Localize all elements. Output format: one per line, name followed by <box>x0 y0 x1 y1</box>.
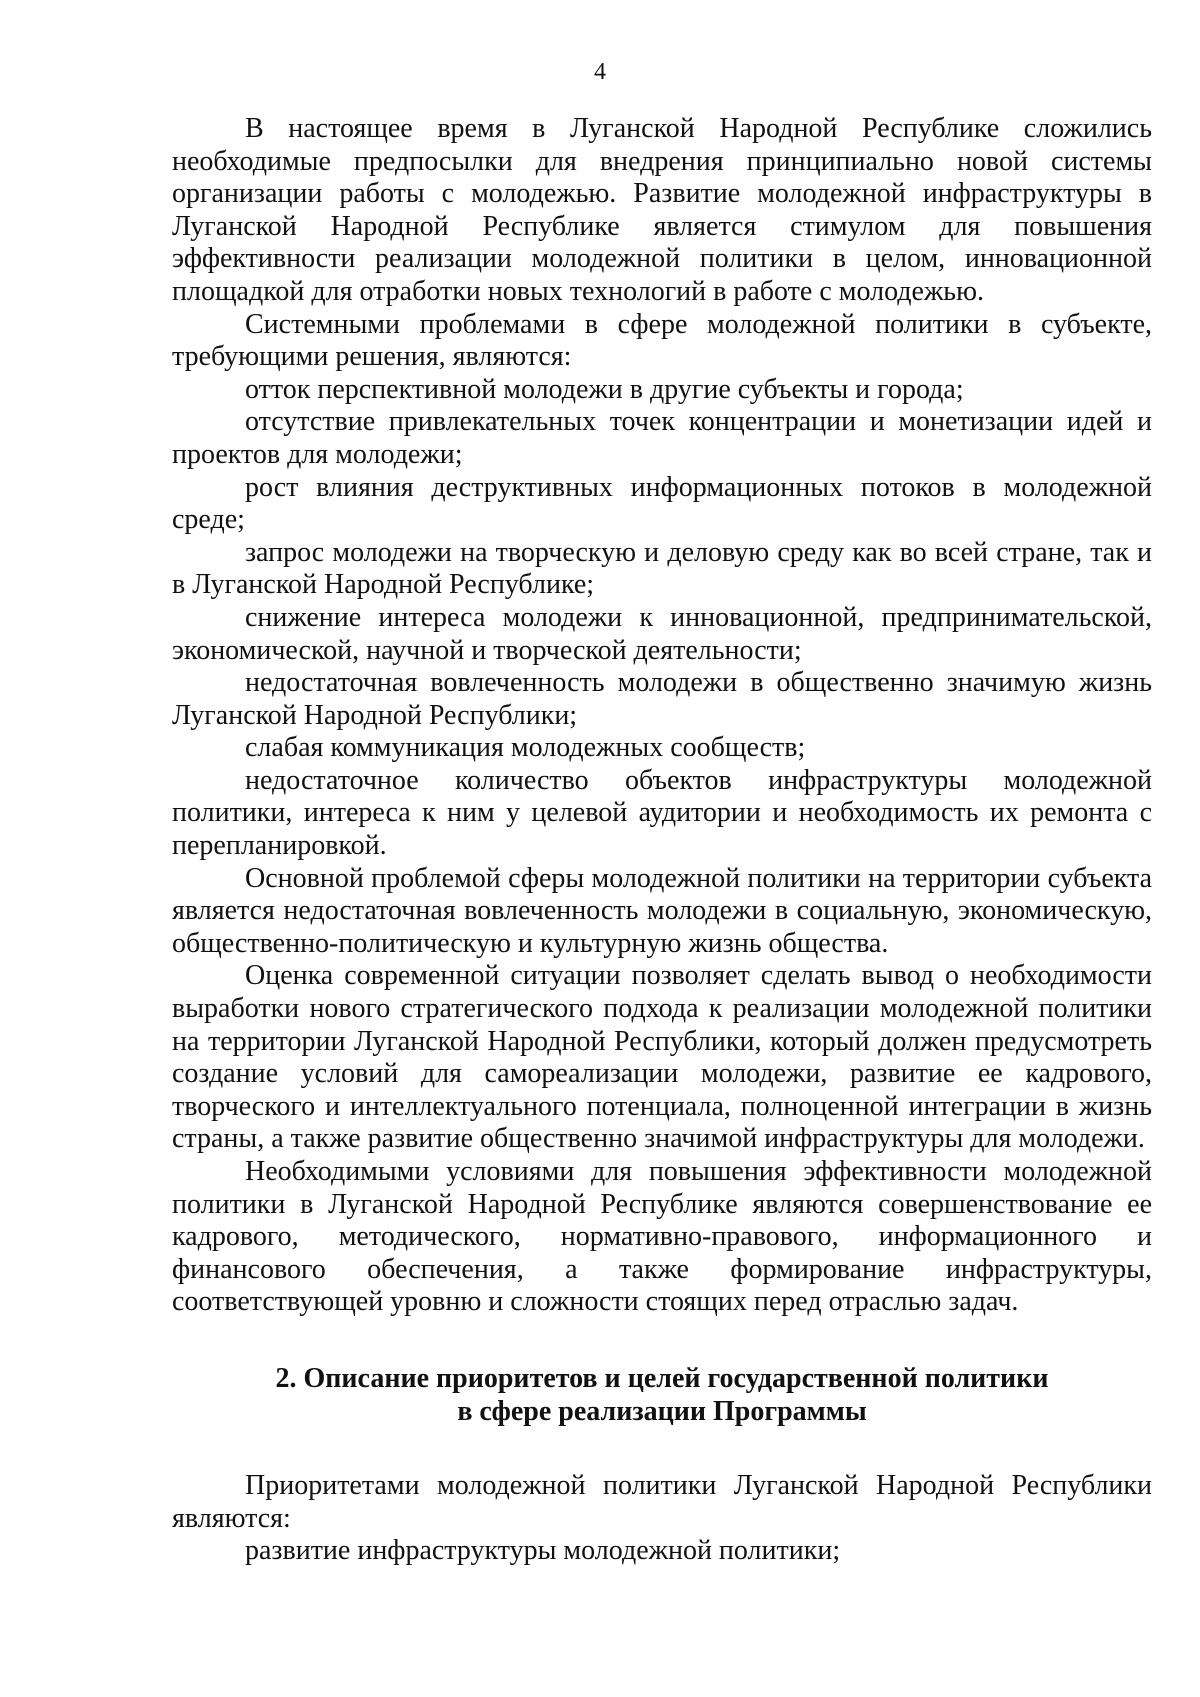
list-item: недостаточная вовлеченность молодежи в общественно значимую жизнь Луганской Народной Республики; <box>172 667 1152 731</box>
page-number: 4 <box>594 59 606 85</box>
section-heading <box>172 1362 1152 1428</box>
paragraph: Необходимыми условиями для повышения эффективности молодежной политики в Луганской Народной Республике являются совершенствование ее кадрового, методического, нормативно-правового, информационного и финансового обеспечения, а также формирование инфраструктуры, соответствующей уровню и сложности стоящих перед отраслью задач. <box>172 1156 1152 1318</box>
list-item: запрос молодежи на творческую и деловую среду как во всей стране, так и в Луганской Народной Республике; <box>172 536 1152 601</box>
paragraph: Приоритетами молодежной политики Луганской Народной Республики являются: <box>172 1469 1152 1534</box>
list-item: отсутствие привлекательных точек концентрации и монетизации идей и проектов для молодежи; <box>172 406 1152 470</box>
list-item: развитие инфраструктуры молодежной политики; <box>245 1535 841 1567</box>
paragraph: Системными проблемами в сфере молодежной политики в субъекте, требующими решения, являются: <box>172 308 1152 373</box>
paragraph: Оценка современной ситуации позволяет сделать вывод о необходимости выработки нового стратегического подхода к реализации молодежной политики на территории Луганской Народной Республики, который должен предусмотреть создание условий для самореализации молодежи, развитие ее кадрового, творческого и интеллектуального потенциала, полноценной интеграции в жизнь страны, а также развитие общественно значимой инфраструктуры для молодежи. <box>172 960 1152 1155</box>
section-heading-line: в сфере реализации Программы <box>457 1395 867 1427</box>
list-item: рост влияния деструктивных информационных потоков в молодежной среде; <box>172 471 1152 536</box>
list-item: слабая коммуникация молодежных сообществ; <box>245 732 806 764</box>
document-body <box>172 113 1152 1568</box>
paragraph: Основной проблемой сферы молодежной политики на территории субъекта является недостаточная вовлеченность молодежи в социальную, экономическую, общественно-политическую и культурную жизнь общества. <box>172 862 1152 959</box>
section-heading-line: 2. Описание приоритетов и целей государственной политики <box>275 1362 1049 1394</box>
list-item: отток перспективной молодежи в другие субъекты и города; <box>245 373 964 405</box>
paragraph: В настоящее время в Луганской Народной Республике сложились необходимые предпосылки для внедрения принципиально новой системы организации работы с молодежью. Развитие молодежной инфраструктуры в Луганской Народной Республике является стимулом для повышения эффективности реализации молодежной политики в целом, инновационной площадкой для отработки новых технологий в работе с молодежью. <box>172 113 1152 307</box>
list-item: снижение интереса молодежи к инновационной, предпринимательской, экономической, научной и творческой деятельности; <box>172 601 1152 666</box>
list-item: недостаточное количество объектов инфраструктуры молодежной политики, интереса к ним у целевой аудитории и необходимость их ремонта с перепланировкой. <box>172 764 1152 862</box>
